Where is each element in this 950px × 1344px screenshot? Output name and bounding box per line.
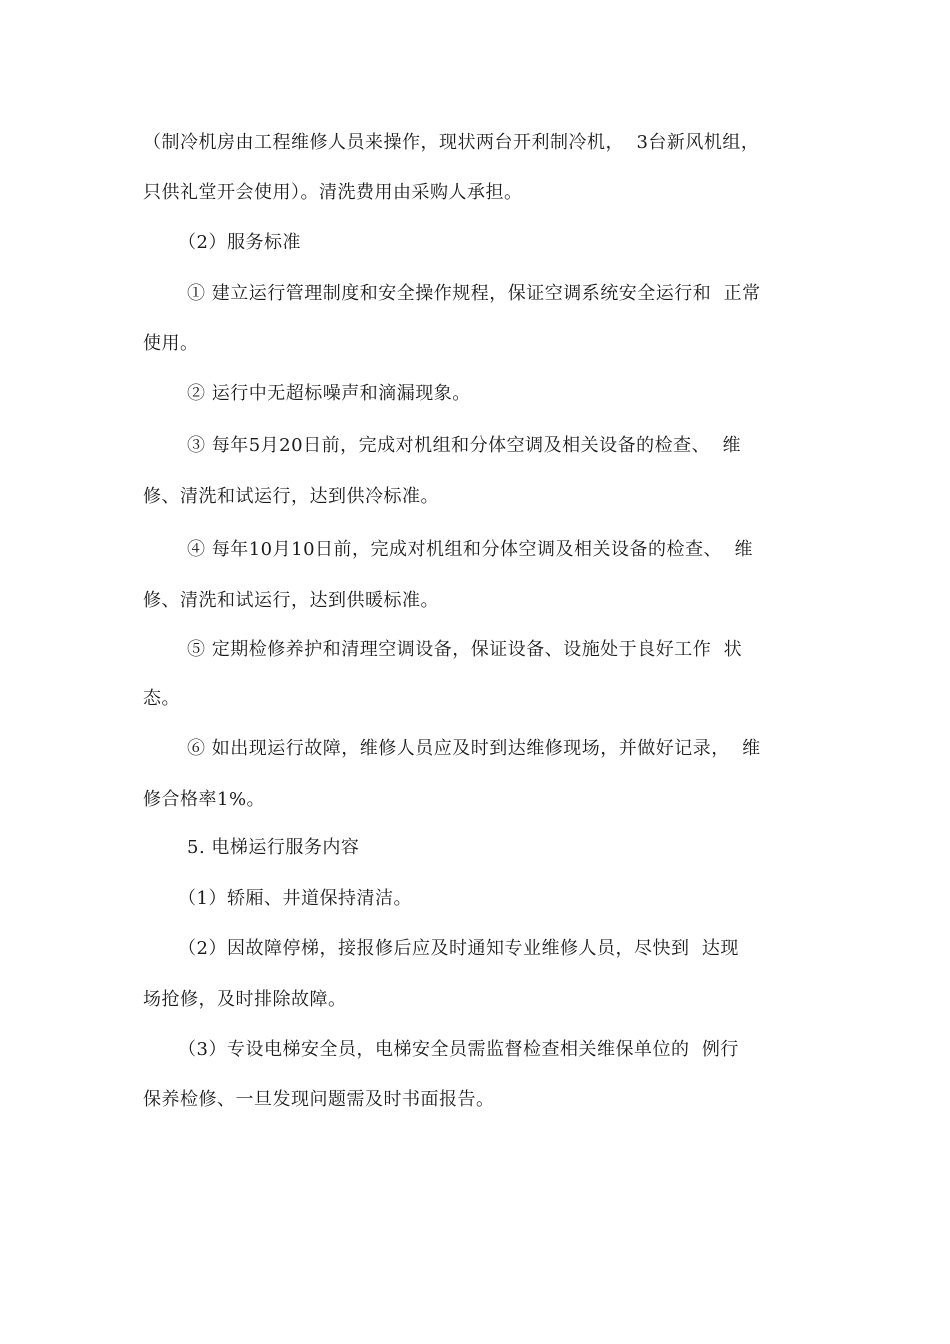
standard-item-1-line-2: 使用。: [143, 333, 199, 354]
elevator-section-heading: 5. 电梯运行服务内容: [187, 837, 360, 858]
elevator-item-2-line-1: （2）因故障停梯，接报修后应及时通知专业维修人员，尽快到 达现: [178, 938, 739, 959]
standard-item-5-line-2: 态。: [143, 688, 180, 709]
standard-item-6-line-1: ⑥ 如出现运行故障，维修人员应及时到达维修现场，并做好记录， 维: [187, 738, 761, 759]
paragraph-1-line-2: 只供礼堂开会使用）。清洗费用由采购人承担。: [143, 182, 523, 203]
standard-item-3-line-1: ③ 每年5月20日前，完成对机组和分体空调及相关设备的检查、 维: [187, 435, 742, 456]
standard-item-5-line-1: ⑤ 定期检修养护和清理空调设备，保证设备、设施处于良好工作 状: [187, 639, 743, 660]
service-standard-heading: （2）服务标准: [178, 232, 301, 253]
elevator-item-3-line-2: 保养检修、一旦发现问题需及时书面报告。: [143, 1089, 495, 1110]
standard-item-1-line-1: ① 建立运行管理制度和安全操作规程，保证空调系统安全运行和 正常: [187, 283, 761, 304]
standard-item-2: ② 运行中无超标噪声和滴漏现象。: [187, 383, 471, 404]
standard-item-4-line-1: ④ 每年10月10日前，完成对机组和分体空调及相关设备的检查、 维: [187, 539, 753, 560]
elevator-item-3-line-1: （3）专设电梯安全员，电梯安全员需监督检查相关维保单位的 例行: [178, 1039, 739, 1060]
standard-item-4-line-2: 修、清洗和试运行，达到供暖标准。: [143, 590, 439, 611]
elevator-item-1: （1）轿厢、井道保持清洁。: [178, 888, 412, 909]
paragraph-1-line-1: （制冷机房由工程维修人员来操作，现状两台开利制冷机， 3台新风机组，: [143, 132, 760, 153]
standard-item-6-line-2: 修合格率1%。: [143, 789, 266, 810]
standard-item-3-line-2: 修、清洗和试运行，达到供冷标准。: [143, 486, 439, 507]
elevator-item-2-line-2: 场抢修，及时排除故障。: [143, 989, 347, 1010]
